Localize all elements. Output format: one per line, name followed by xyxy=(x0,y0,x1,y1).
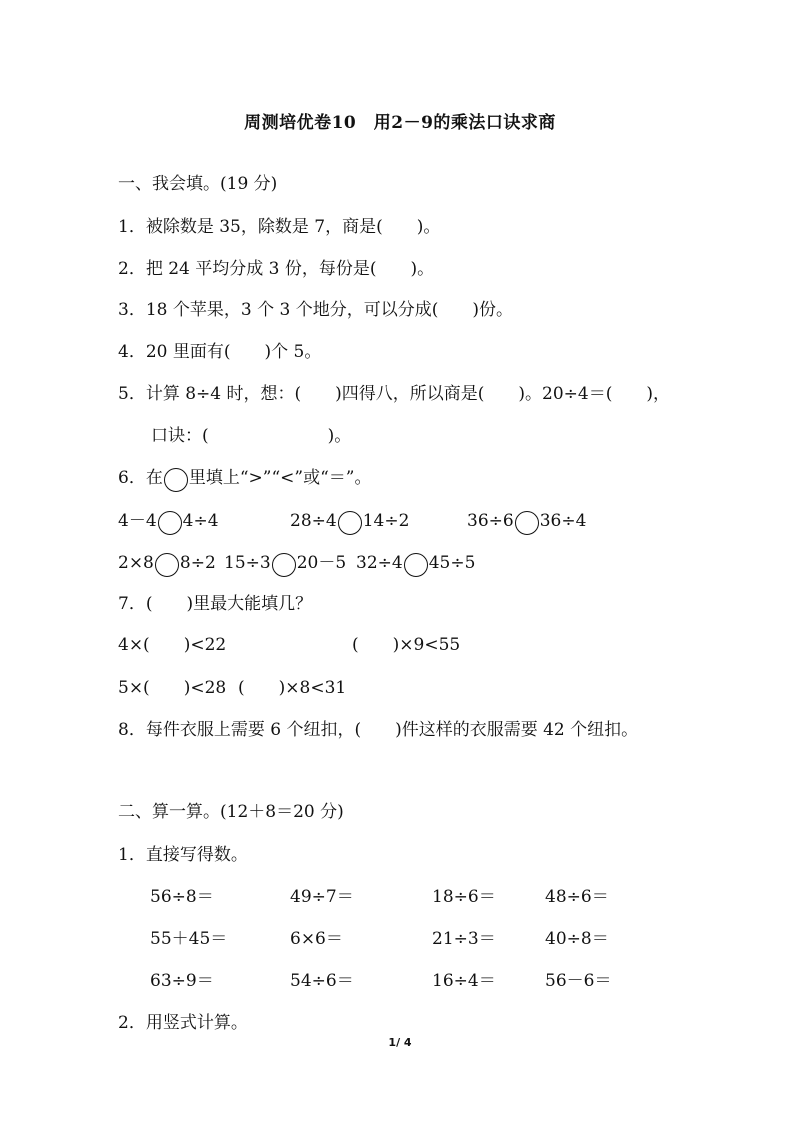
compare-item xyxy=(118,509,219,535)
calc-cell: 48÷6＝ xyxy=(545,887,609,907)
question-3: 3．18 个苹果，3 个 3 个地分，可以分成( )份。 xyxy=(118,300,513,320)
compare-left: 15÷3 xyxy=(224,553,271,573)
calc-cell: 16÷4＝ xyxy=(432,971,496,991)
calc-cell: 49÷7＝ xyxy=(290,887,354,907)
compare-right: 4÷4 xyxy=(182,511,219,531)
question-2: 2．把 24 平均分成 3 份，每份是( )。 xyxy=(118,259,435,279)
calc-cell: 56÷8＝ xyxy=(150,887,214,907)
question-5-line2: 口诀：( )。 xyxy=(151,426,352,446)
page-number: 1/ 4 xyxy=(388,1036,412,1049)
calc-cell: 55＋45＝ xyxy=(150,929,228,949)
compare-right: 20－5 xyxy=(296,553,347,573)
calc-cell: 54÷6＝ xyxy=(290,971,354,991)
q7-item: 4×( )<22 xyxy=(118,635,227,655)
answer-circle-icon xyxy=(164,468,188,492)
calc-cell: 21÷3＝ xyxy=(432,929,496,949)
compare-right: 8÷2 xyxy=(179,553,216,573)
question-6-suffix: 里填上“>”“<”或“＝”。 xyxy=(188,468,372,488)
section1-heading: 一、我会填。(19 分) xyxy=(118,174,278,194)
q7-item: ( )×9<55 xyxy=(352,635,461,655)
question-4: 4．20 里面有( )个 5。 xyxy=(118,342,322,362)
compare-item xyxy=(467,509,586,535)
section2-question-2: 2．用竖式计算。 xyxy=(118,1013,248,1033)
calc-cell: 40÷8＝ xyxy=(545,929,609,949)
calc-cell: 63÷9＝ xyxy=(150,971,214,991)
q7-item: 5×( )<28 xyxy=(118,678,227,698)
compare-left: 36÷6 xyxy=(467,511,514,531)
question-6 xyxy=(118,466,371,492)
compare-right: 45÷5 xyxy=(428,553,476,573)
compare-left: 32÷4 xyxy=(356,553,403,573)
section2-question-1: 1．直接写得数。 xyxy=(118,845,248,865)
compare-item xyxy=(118,551,216,577)
compare-right: 14÷2 xyxy=(362,511,410,531)
calc-cell: 56－6＝ xyxy=(545,971,612,991)
answer-circle-icon[interactable] xyxy=(515,511,539,535)
compare-left: 28÷4 xyxy=(290,511,337,531)
compare-right: 36÷4 xyxy=(539,511,587,531)
q7-item: ( )×8<31 xyxy=(238,678,347,698)
compare-left: 4－4 xyxy=(118,511,157,531)
answer-circle-icon[interactable] xyxy=(158,511,182,535)
question-7: 7．( )里最大能填几？ xyxy=(118,594,313,614)
answer-circle-icon[interactable] xyxy=(155,553,179,577)
answer-circle-icon[interactable] xyxy=(272,553,296,577)
section2-heading: 二、算一算。(12＋8＝20 分) xyxy=(118,802,344,822)
compare-left: 2×8 xyxy=(118,553,154,573)
answer-circle-icon[interactable] xyxy=(404,553,428,577)
calc-cell: 18÷6＝ xyxy=(432,887,496,907)
question-6-prefix: 6．在 xyxy=(118,468,163,488)
page-title: 周测培优卷10 用2－9的乘法口诀求商 xyxy=(244,113,556,133)
question-5-line1: 5．计算 8÷4 时，想：( )四得八，所以商是( )。20÷4＝( )， xyxy=(118,384,670,404)
compare-item xyxy=(224,551,346,577)
question-1: 1．被除数是 35，除数是 7，商是( )。 xyxy=(118,217,441,237)
compare-item xyxy=(290,509,409,535)
answer-circle-icon[interactable] xyxy=(338,511,362,535)
calc-cell: 6×6＝ xyxy=(290,929,343,949)
compare-item xyxy=(356,551,475,577)
question-8: 8．每件衣服上需要 6 个纽扣，( )件这样的衣服需要 42 个纽扣。 xyxy=(118,720,639,740)
